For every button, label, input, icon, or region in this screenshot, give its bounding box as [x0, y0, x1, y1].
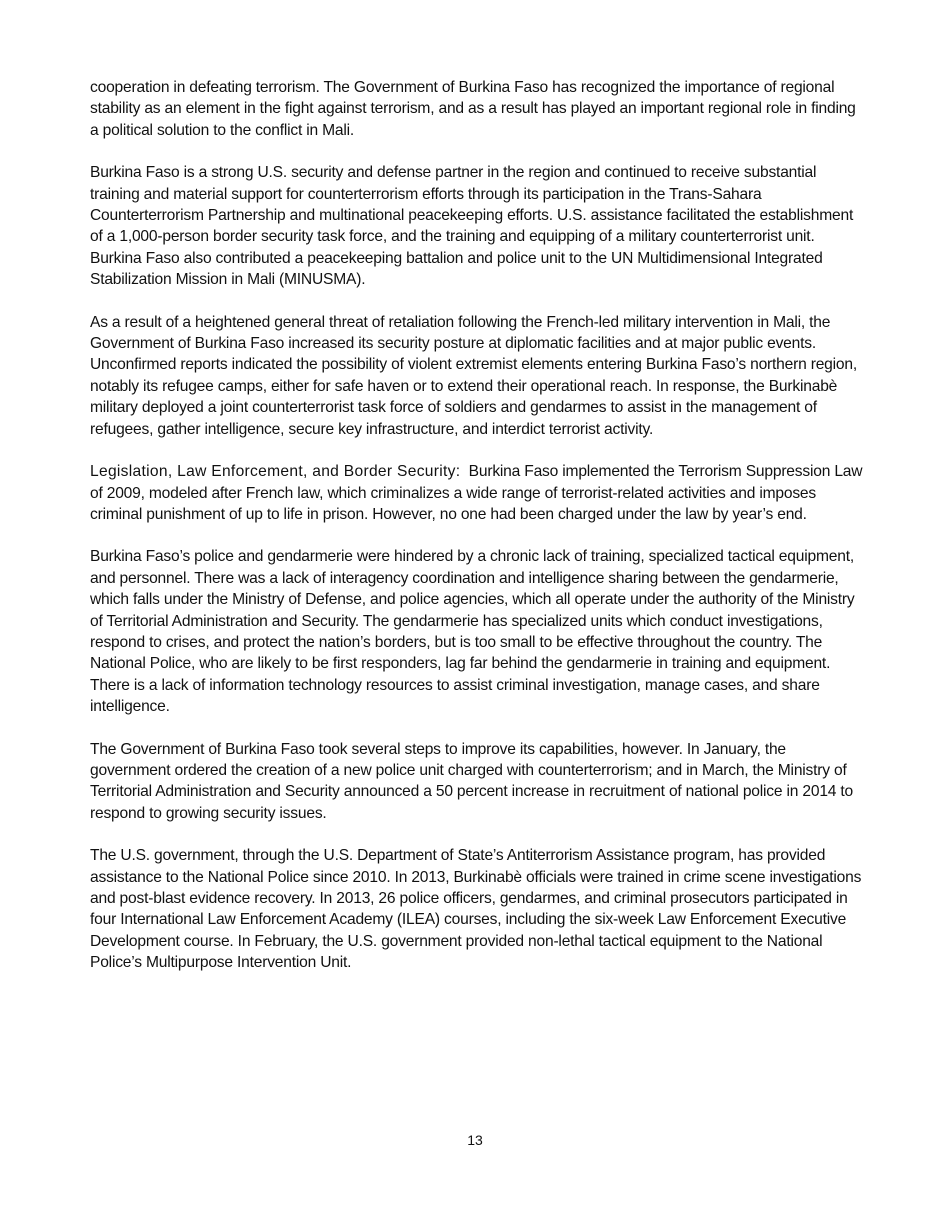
paragraph-us-assistance: The U.S. government, through the U.S. Department of State’s Antiterrorism Assistance program, has provided assistance to the National Police since 2010. In 2013, Burkinabè officials were trained in crime scene investigations and post-blast evidence recovery. In 2013, 26 police officers, gendarmes, and criminal prosecutors participated in four International Law Enforcement Academy (ILEA) courses, including the six-week Law Enforcement Executive Development course. In February, the U.S. government provided non-lethal tactical equipment to the National Police’s Multipurpose Intervention Unit. [90, 847, 862, 972]
paragraph-threat-retaliation: As a result of a heightened general threat of retaliation following the French-led military intervention in Mali, the Government of Burkina Faso increased its security posture at diplomatic facilities and at major public events. Unconfirmed reports indicated the possibility of violent extremist elements entering Burkina Faso’s northern region, notably its refugee camps, either for safe haven or to extend their operational reach. In response, the Burkinabè military deployed a joint counterterrorist task force of soldiers and gendarmes to assist in the management of refugees, gather intelligence, secure key infrastructure, and interdict terrorist activity. [90, 313, 857, 438]
section-heading: Legislation, Law Enforcement, and Border Security: [90, 463, 461, 481]
paragraph-regional-stability: cooperation in defeating terrorism. The Government of Burkina Faso has recognized the importance of regional stability as an element in the fight against terrorism, and as a result has played an important regional role in finding a political solution to the conflict in Mali. [90, 79, 856, 139]
paragraph-security-partner: Burkina Faso is a strong U.S. security and defense partner in the region and continued to receive substantial training and material support for counterterrorism efforts through its participation in the Trans-Sahara Counterterrorism Partnership and multinational peacekeeping efforts. U.S. assistance facilitated the establishment of a 1,000-person border security task force, and the training and equipping of a military counterterrorist unit. Burkina Faso also contributed a peacekeeping battalion and police unit to the UN Multidimensional Integrated Stabilization Mission in Mali (MINUSMA). [90, 164, 854, 289]
paragraph-police-gendarmerie: Burkina Faso’s police and gendarmerie were hindered by a chronic lack of training, specialized tactical equipment, and personnel. There was a lack of interagency coordination and intelligence sharing between the gendarmerie, which falls under the Ministry of Defense, and police agencies, which all operate under the authority of the Ministry of Territorial Administration and Security. The gendarmerie has specialized units which conduct investigations, respond to crises, and protect the nation’s borders, but is too small to be effective throughout the country. The National Police, who are likely to be first responders, lag far behind the gendarmerie in training and equipment. There is a lack of information technology resources to assist criminal investigation, manage cases, and share intelligence. [90, 548, 855, 716]
paragraph-capability-steps: The Government of Burkina Faso took several steps to improve its capabilities, however. In January, the government ordered the creation of a new police unit charged with counterterrorism; and in March, the Ministry of Territorial Administration and Security announced a 50 percent increase in recruitment of national police in 2014 to respond to growing security issues. [90, 740, 854, 822]
page-number: 13 [467, 1132, 483, 1148]
legislation-text: Burkina Faso implemented the Terrorism Suppression Law of 2009, modeled after French law, which criminalizes a wide range of terrorist-related activities and imposes criminal punishment of up to life in prison. However, no one had been charged under the law by year’s end. [90, 463, 863, 523]
page-body [90, 77, 865, 995]
paragraph-legislation [90, 461, 865, 525]
